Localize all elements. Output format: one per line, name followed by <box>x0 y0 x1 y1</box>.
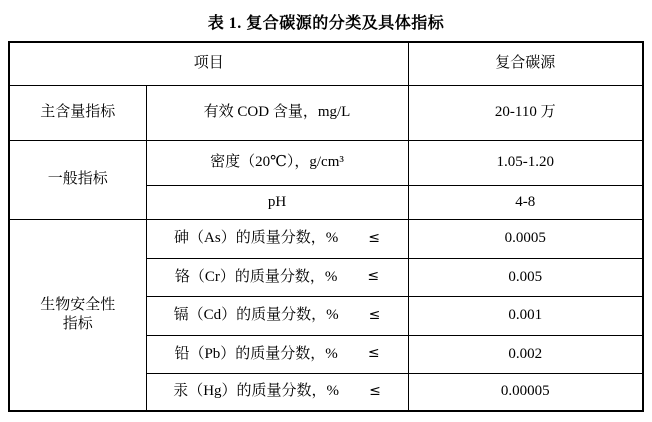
spec-label-mercury <box>146 373 408 411</box>
category-label-line1: 生物安全性 <box>40 297 116 313</box>
spec-label-lead <box>146 335 408 373</box>
spec-value-ph: 4-8 <box>408 185 643 219</box>
less-equal-symbol: ≤ <box>368 229 380 246</box>
less-equal-symbol: ≤ <box>369 383 381 399</box>
spec-value-density: 1.05-1.20 <box>408 140 643 185</box>
less-equal-symbol: ≤ <box>367 345 380 362</box>
category-label-line2: 指标 <box>62 315 93 332</box>
table-row <box>9 219 643 258</box>
category-label: 一般指标 <box>47 171 108 188</box>
category-cell-main-content <box>9 85 146 140</box>
category-label: 主含量指标 <box>40 104 116 121</box>
spec-table <box>8 41 644 412</box>
spec-value-cadmium: 0.001 <box>408 296 643 335</box>
spec-label-text: 砷（As）的质量分数，% <box>174 230 339 247</box>
spec-value-mercury: 0.00005 <box>408 373 643 411</box>
spec-label-density: 密度（20℃），g/cm³ <box>146 140 408 185</box>
spec-value-cod: 20-110 万 <box>408 85 643 140</box>
table-caption: 表 1. 复合碳源的分类及具体指标 <box>207 15 445 32</box>
less-equal-symbol: ≤ <box>367 268 380 285</box>
header-cell-project: 项目 <box>9 42 408 85</box>
spec-label-text: 镉（Cd）的质量分数，% <box>173 307 339 324</box>
table-row <box>9 85 643 140</box>
spec-label-chromium <box>146 258 408 296</box>
header-cell-product: 复合碳源 <box>408 42 643 85</box>
category-cell-biosafety <box>9 219 146 411</box>
spec-value-arsenic: 0.0005 <box>408 219 643 258</box>
spec-value-chromium: 0.005 <box>408 258 643 296</box>
spec-label-cod: 有效 COD 含量，mg/L <box>146 85 408 140</box>
spec-label-ph: pH <box>146 185 408 219</box>
spec-label-text: 汞（Hg）的质量分数，% <box>173 383 340 400</box>
table-header-row <box>9 42 643 85</box>
table-row <box>9 140 643 185</box>
spec-label-text: 铅（Pb）的质量分数，% <box>174 345 338 362</box>
spec-label-cadmium <box>146 296 408 335</box>
spec-value-lead: 0.002 <box>408 335 643 373</box>
category-cell-general <box>9 140 146 219</box>
spec-label-text: 铬（Cr）的质量分数，% <box>174 268 338 285</box>
spec-label-arsenic <box>146 219 408 258</box>
less-equal-symbol: ≤ <box>368 306 381 323</box>
